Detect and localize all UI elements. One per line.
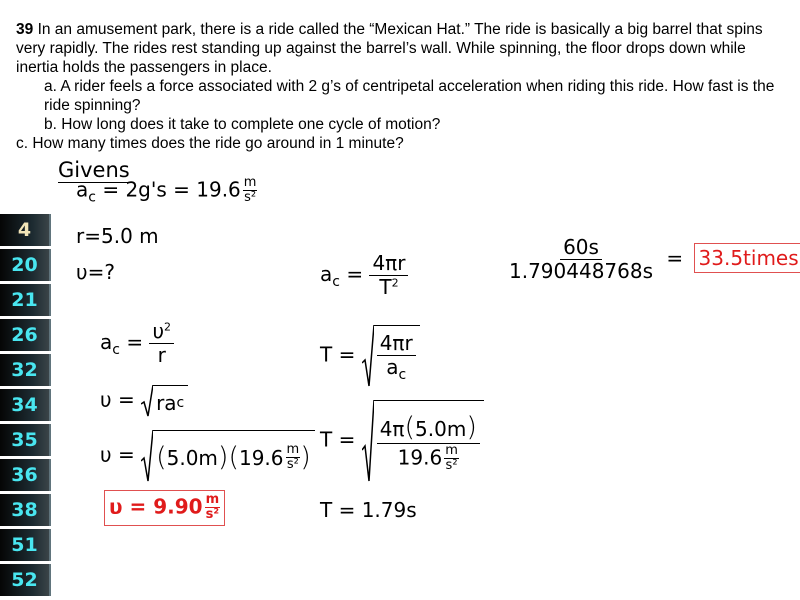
nav-button-34[interactable]: 34: [0, 389, 51, 421]
period-result: T = 1.79s: [320, 498, 417, 522]
eq-velocity-sqrt: υ = ra c: [100, 385, 188, 417]
problem-intro: [16, 20, 786, 77]
nav-button-35[interactable]: 35: [0, 424, 51, 456]
nav-button-4[interactable]: 4: [0, 214, 51, 246]
givens-acceleration: $a_c = 2g's = 19.6$ $\frac{m}{\text{s²}}$: [76, 175, 257, 206]
problem-number: 39: [16, 21, 34, 38]
nav-button-36[interactable]: 36: [0, 459, 51, 491]
nav-button-20[interactable]: 20: [0, 249, 51, 281]
unit-fraction: $\frac{m}{\text{s²}}$: [243, 175, 257, 206]
problem-intro-text: In an amusement park, there is a ride called the “Mexican Hat.” The ride is basically a big barrel that spins very rapidly. The rides rest standing up against the barrel’s wall. While spinning, the floor drops down while inertia holds the passengers in place.: [16, 21, 763, 76]
eq-centripetal: $a_c$ = $\frac{\upsilon^2}{r}$: [100, 320, 174, 367]
nav-button-26[interactable]: 26: [0, 319, 51, 351]
eq-period-substituted: T = 4π(5.0m) 19.6 $\frac{m}{\text{s²}}$: [320, 400, 484, 482]
nav-button-38[interactable]: 38: [0, 494, 51, 526]
eq-revolutions: $\frac{60s}{1.790448768s}$ = 33.5times: [506, 236, 800, 283]
eq-period-sqrt: T = $\frac{4\pi r}{a_c}$: [320, 325, 420, 387]
velocity-result-box: υ = 9.90 $\frac{m}{\text{s²}}$: [104, 490, 225, 526]
problem-part-a: a. A rider feels a force associated with 2 g’s of centripetal acceleration when riding this ride. How fast is the ride spinning?: [44, 78, 775, 114]
problem-part-b: b. How long does it take to complete one cycle of motion?: [44, 116, 441, 133]
nav-button-21[interactable]: 21: [0, 284, 51, 316]
problem-part-c: c. How many times does the ride go around in 1 minute?: [16, 135, 404, 152]
slide-nav: [0, 214, 51, 599]
eq-velocity-substituted: υ = ( 5.0m )( 19.6 $\frac{m}{\text{s²}}$ ): [100, 430, 315, 482]
givens-heading: Givens: [58, 158, 130, 182]
eq-period-acceleration: $a_c$ = $\frac{4\pi r}{T^2}$: [320, 252, 408, 299]
nav-button-52[interactable]: 52: [0, 564, 51, 596]
nav-button-32[interactable]: 32: [0, 354, 51, 386]
nav-button-51[interactable]: 51: [0, 529, 51, 561]
revolutions-result-box: 33.5times: [694, 243, 800, 273]
givens-velocity-unknown: υ=?: [76, 260, 115, 284]
givens-radius: r=5.0 m: [76, 224, 159, 248]
problem-statement: [16, 20, 786, 153]
